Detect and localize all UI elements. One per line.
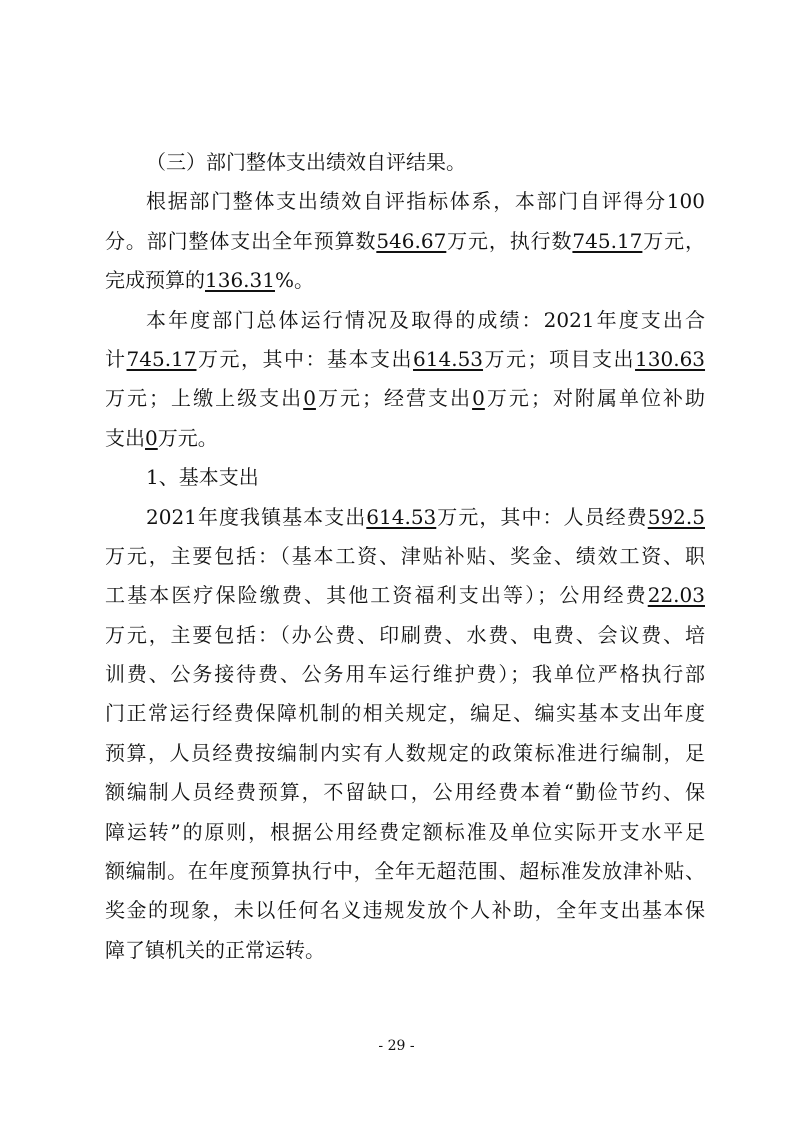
public-expenditure: 22.03 — [647, 583, 705, 608]
paragraph-3-line-9: 障运转”的原则，根据公用经费定额标准及单位实际开支水平足 — [105, 819, 705, 844]
text-run: %。 — [274, 268, 314, 293]
section-title: （三）部门整体支出绩效自评结果。 — [146, 150, 466, 174]
page-number: - 29 - — [378, 1038, 415, 1054]
text-run: 计 — [105, 346, 127, 371]
operating-expenditure: 0 — [472, 386, 485, 411]
basic-expenditure: 614.53 — [366, 504, 437, 529]
text-run: 分。部门整体支出全年预算数 — [105, 228, 377, 253]
budget-value: 546.67 — [376, 228, 447, 253]
paragraph-3-line-4: 万元，主要包括：（办公费、印刷费、水费、电费、会议费、培 — [105, 622, 705, 647]
paragraph-3-line-3 — [105, 576, 705, 615]
text-run: 万元，执行数 — [446, 228, 573, 253]
paragraph-3-line-2: 万元，主要包括：（基本工资、津贴补贴、奖金、绩效工资、职 — [105, 543, 705, 568]
document-body — [105, 143, 705, 970]
upper-level-expenditure: 0 — [303, 386, 316, 411]
paragraph-2-line-2 — [105, 340, 705, 379]
subheading: 1、基本支出 — [146, 465, 259, 490]
paragraph-3-line-5: 训费、公务接待费、公务用车运行维护费）；我单位严格执行部 — [105, 662, 705, 687]
text-run: 万元， — [642, 228, 706, 253]
text-run: 工基本医疗保险缴费、其他工资福利支出等）；公用经费 — [105, 583, 648, 608]
paragraph-2-line-1: 本年度部门总体运行情况及取得的成绩：2021年度支出合 — [146, 307, 705, 332]
text-run: 万元；项目支出 — [483, 346, 636, 371]
personnel-expenditure: 592.5 — [647, 504, 705, 529]
paragraph-3-line-6: 门正常运行经费保障机制的相关规定，编足、编实基本支出年度 — [105, 701, 705, 726]
executed-value: 745.17 — [572, 228, 643, 253]
paragraph-3-line-10: 额编制。在年度预算执行中，全年无超范围、超标准发放津补贴、 — [105, 859, 705, 884]
text-run: 万元；对附属单位补助 — [484, 386, 706, 411]
text-run: 万元，其中：基本支出 — [196, 346, 414, 371]
paragraph-2-line-4 — [105, 419, 705, 458]
total-expenditure: 745.17 — [126, 346, 197, 371]
subsidy-expenditure: 0 — [145, 425, 158, 450]
completion-rate: 136.31 — [205, 268, 275, 293]
paragraph-1-line-2 — [105, 222, 705, 261]
paragraph-3-line-12: 障了镇机关的正常运转。 — [105, 937, 325, 962]
text-run: 万元；经营支出 — [315, 386, 473, 411]
text-run: 万元。 — [157, 425, 218, 450]
project-expenditure: 130.63 — [635, 346, 706, 371]
paragraph-1-line-3 — [105, 261, 705, 300]
text-run: 万元；上缴上级支出 — [105, 386, 304, 411]
text-run: 完成预算的 — [105, 268, 205, 293]
paragraph-3-line-1 — [105, 498, 705, 537]
paragraph-3-line-11: 奖金的现象，未以任何名义违规发放个人补助，全年支出基本保 — [105, 898, 705, 923]
paragraph-3-line-7: 预算，人员经费按编制内实有人数规定的政策标准进行编制，足 — [105, 740, 705, 765]
text-run: 支出 — [105, 425, 145, 450]
text-run: 2021年度我镇基本支出 — [146, 504, 367, 529]
paragraph-1-line-1: 根据部门整体支出绩效自评指标体系，本部门自评得分100 — [146, 189, 705, 214]
basic-expenditure: 614.53 — [413, 346, 484, 371]
paragraph-3-line-8: 额编制人员经费预算，不留缺口，公用经费本着“勤俭节约、保 — [105, 780, 705, 805]
text-run: 万元，其中：人员经费 — [436, 504, 648, 529]
paragraph-2-line-3 — [105, 379, 705, 418]
